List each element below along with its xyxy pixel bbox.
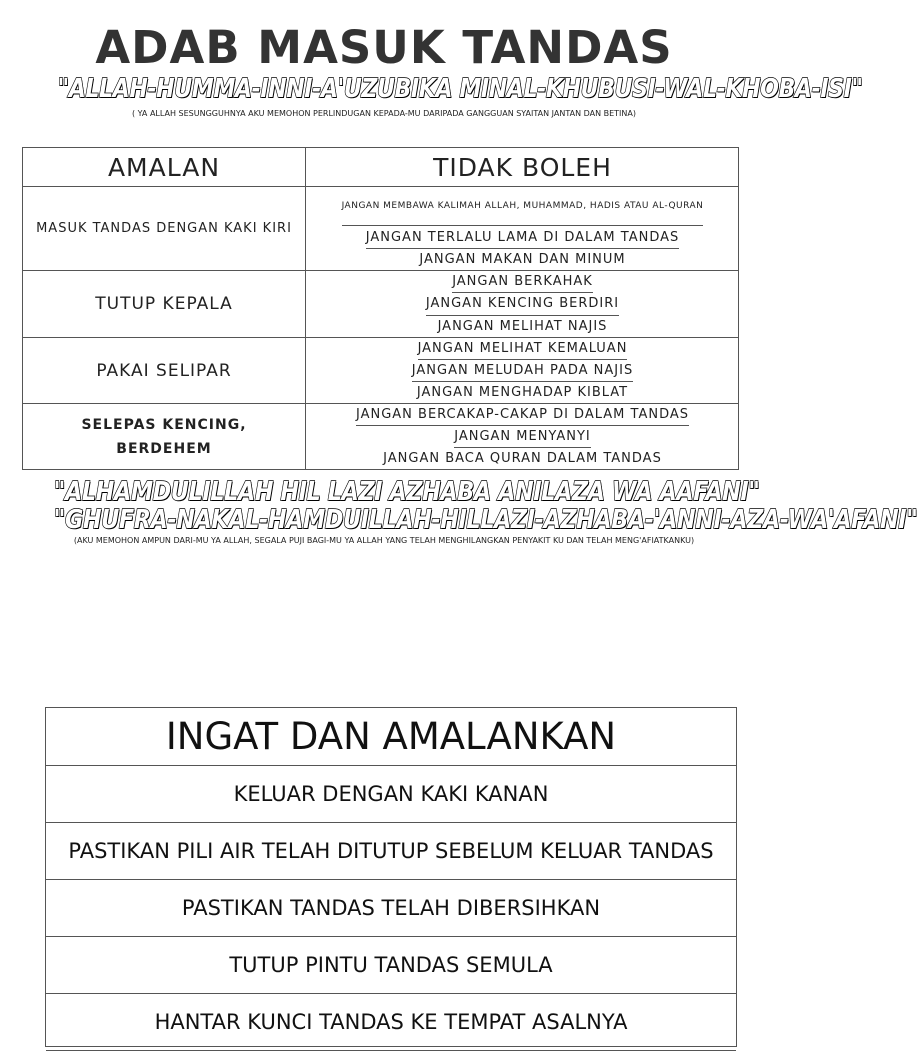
amalan-cell: MASUK TANDAS DENGAN KAKI KIRI <box>23 187 306 271</box>
tidak-boleh-item: JANGAN MAKAN DAN MINUM <box>419 251 626 267</box>
tidak-boleh-item: JANGAN BERCAKAP-CAKAP DI DALAM TANDAS <box>356 404 689 426</box>
tidak-boleh-item: JANGAN BACA QURAN DALAM TANDAS <box>383 451 662 466</box>
amalan-cell: SELEPAS KENCING, BERDEHEM <box>23 404 306 469</box>
tidak-boleh-group <box>306 187 739 271</box>
tidak-boleh-item: JANGAN TERLALU LAMA DI DALAM TANDAS <box>366 226 680 248</box>
tidak-boleh-item: JANGAN KENCING BERDIRI <box>426 293 619 315</box>
ingat-item: TUTUP PINTU TANDAS SEMULA <box>46 937 736 994</box>
tidak-boleh-group <box>306 404 739 469</box>
tidak-boleh-item: JANGAN BERKAHAK <box>452 271 593 293</box>
tidak-boleh-item: JANGAN MENGHADAP KIBLAT <box>416 385 629 400</box>
amalan-cell: TUTUP KEPALA <box>23 271 306 338</box>
adab-table <box>22 147 739 470</box>
doa-masuk-tandas: "ALLAH-HUMMA-INNI-A'UZUBIKA MINAL-KHUBUSI-WAL-KHOBA-ISI" <box>57 74 863 104</box>
doa-keluar-tandas-2: "GHUFRA-NAKAL-HAMDUILLAH-HILLAZI-AZHABA-'ANNI-AZA-WA'AFANI" <box>53 505 917 535</box>
tidak-boleh-item: JANGAN MELIHAT NAJIS <box>437 318 608 334</box>
ingat-item: HANTAR KUNCI TANDAS KE TEMPAT ASALNYA <box>46 994 736 1051</box>
doa-keluar-tandas-1: "ALHAMDULILLAH HIL LAZI AZHABA ANILAZA WA AAFANI" <box>53 477 760 507</box>
ingat-heading: INGAT DAN AMALANKAN <box>46 708 736 766</box>
header-tidak-boleh: TIDAK BOLEH <box>306 148 739 187</box>
tidak-boleh-item: JANGAN MELIHAT KEMALUAN <box>418 338 628 360</box>
page-title: ADAB MASUK TANDAS <box>95 21 673 74</box>
ingat-item: PASTIKAN TANDAS TELAH DIBERSIHKAN <box>46 880 736 937</box>
tidak-boleh-item: JANGAN MEMBAWA KALIMAH ALLAH, MUHAMMAD, HADIS ATAU AL-QURAN <box>342 187 704 226</box>
amalan-cell: PAKAI SELIPAR <box>23 338 306 404</box>
ingat-table <box>45 707 737 1047</box>
maksud-doa-masuk: ( YA ALLAH SESUNGGUHNYA AKU MEMOHON PERLINDUGAN KEPADA-MU DARIPADA GANGGUAN SYAITAN JANTAN DAN BETINA) <box>132 109 636 118</box>
tidak-boleh-item: JANGAN MELUDAH PADA NAJIS <box>412 360 633 382</box>
ingat-item: PASTIKAN PILI AIR TELAH DITUTUP SEBELUM KELUAR TANDAS <box>46 823 736 880</box>
tidak-boleh-group <box>306 338 739 404</box>
tidak-boleh-group <box>306 271 739 338</box>
header-amalan: AMALAN <box>23 148 306 187</box>
maksud-doa-keluar: (AKU MEMOHON AMPUN DARI-MU YA ALLAH, SEGALA PUJI BAGI-MU YA ALLAH YANG TELAH MENGHILANGKAN PENYAKIT KU DAN TELAH MENG'AFIATKANKU) <box>73 536 695 545</box>
ingat-item: KELUAR DENGAN KAKI KANAN <box>46 766 736 823</box>
tidak-boleh-item: JANGAN MENYANYI <box>454 426 591 448</box>
